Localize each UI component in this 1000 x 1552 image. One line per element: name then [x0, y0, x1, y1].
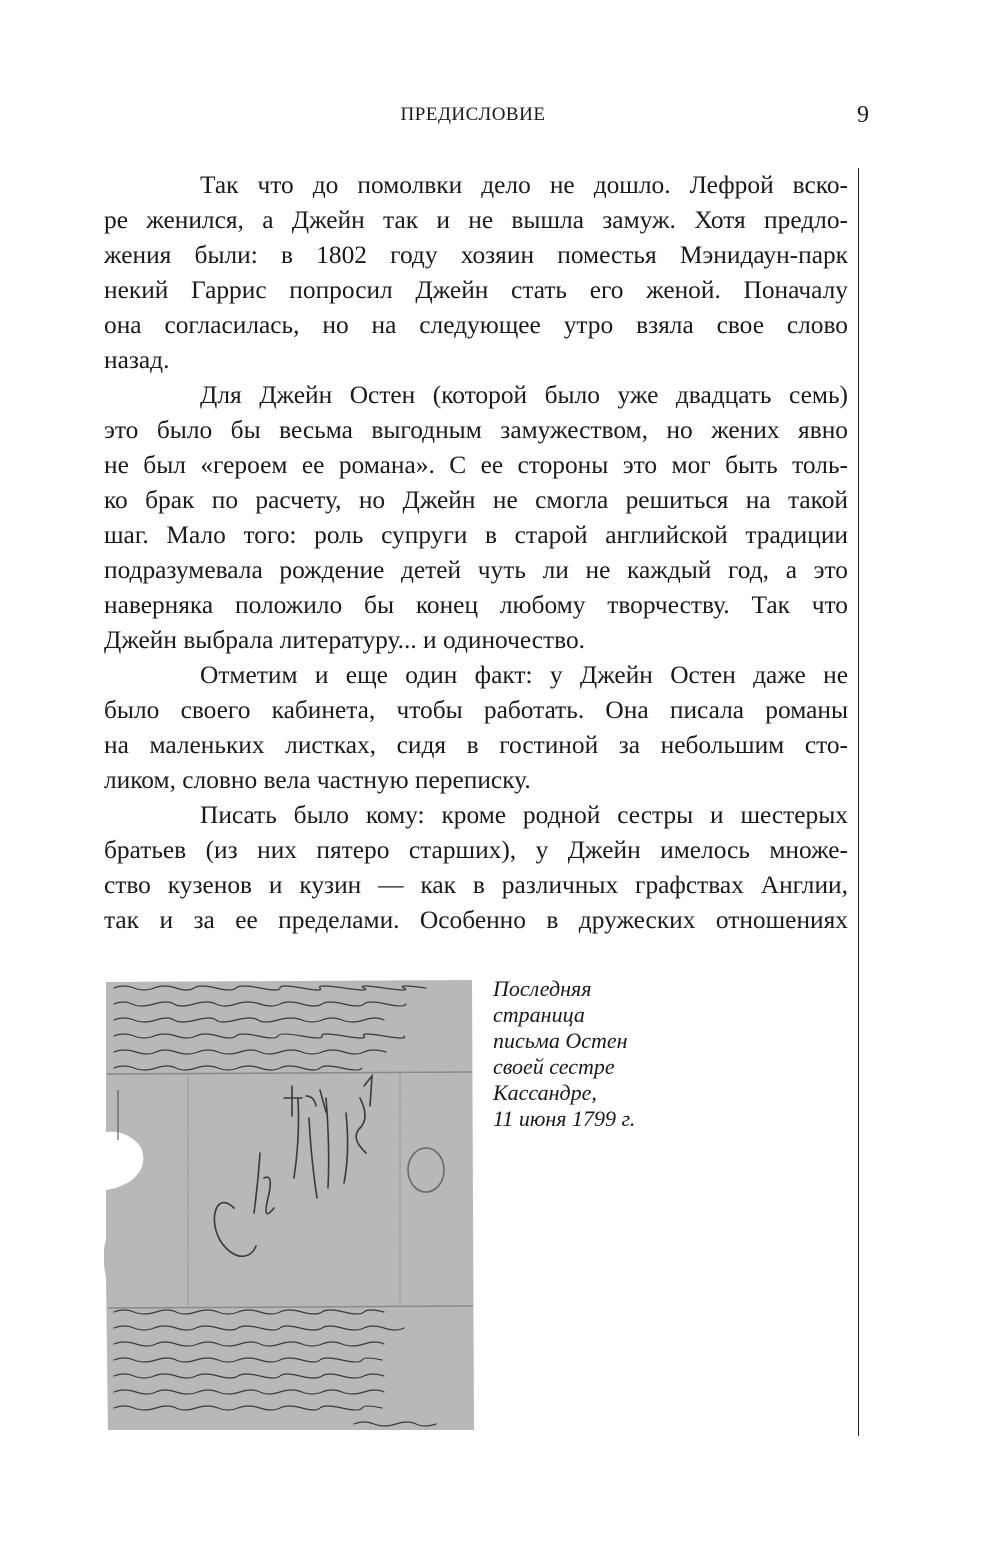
caption-line: письма Остен	[493, 1028, 628, 1053]
text-line: она согласилась, но на следующее утро взяла свое слово	[104, 311, 848, 339]
text-line: на маленьких листках, сидя в гостиной за небольшим сто-	[104, 731, 848, 759]
text-line: шаг. Мало того: роль супруги в старой английской традиции	[104, 521, 848, 549]
caption-line: Последняя	[493, 976, 592, 1001]
page-number: 9	[857, 102, 869, 128]
running-header: ПРЕДИСЛОВИЕ	[400, 104, 546, 125]
text-line: братьев (из них пятеро старших), у Джейн имелось множе-	[104, 836, 848, 864]
text-line: жения были: в 1802 году хозяин поместья Мэнидаун-парк	[104, 241, 848, 269]
caption-line: 11 июня 1799 г.	[493, 1106, 636, 1131]
figure-caption	[493, 976, 663, 1132]
text-line: было своего кабинета, чтобы работать. Она писала романы	[104, 696, 848, 724]
text-line: не был «героем ее романа». С ее стороны это мог быть толь-	[104, 451, 848, 479]
text-line: назад.	[104, 346, 170, 374]
text-line: некий Гаррис попросил Джейн стать его женой. Поначалу	[104, 276, 848, 304]
text-line: ре женился, а Джейн так и не вышла замуж. Хотя предло-	[104, 206, 848, 234]
text-line: Писать было кому: кроме родной сестры и шестерых	[200, 801, 848, 829]
text-line: это было бы весьма выгодным замужеством, но жених явно	[104, 416, 848, 444]
text-line: Джейн выбрала литературу... и одиночество.	[104, 626, 585, 654]
text-line: ко брак по расчету, но Джейн не смогла решиться на такой	[104, 486, 848, 514]
body-text	[104, 168, 848, 938]
caption-line: Кассандре,	[493, 1080, 597, 1105]
text-line: подразумевала рождение детей чуть ли не каждый год, а это	[104, 556, 848, 584]
text-line: Отметим и еще один факт: у Джейн Остен даже не	[200, 661, 848, 689]
text-line: так и за ее пределами. Особенно в дружеских отношениях	[104, 906, 848, 934]
letter-photograph	[104, 978, 476, 1432]
margin-rule	[858, 168, 859, 1436]
text-line: ство кузенов и кузин — как в различных графствах Англии,	[104, 871, 848, 899]
caption-line: своей сестре	[493, 1054, 615, 1079]
caption-line: страница	[493, 1002, 585, 1027]
text-line: Для Джейн Остен (которой было уже двадцать семь)	[200, 381, 848, 409]
text-line: ликом, словно вела частную переписку.	[104, 766, 531, 794]
text-line: Так что до помолвки дело не дошло. Лефрой вско-	[200, 171, 848, 199]
text-line: наверняка положило бы конец любому творчеству. Так что	[104, 591, 848, 619]
